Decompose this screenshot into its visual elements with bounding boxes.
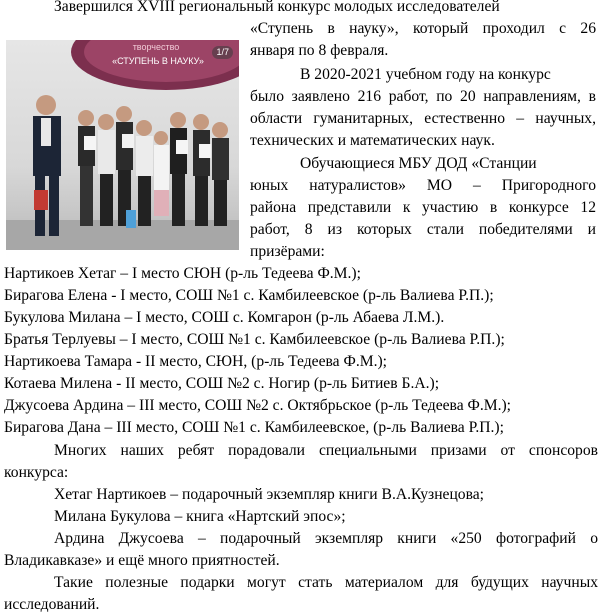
- winner-item: Нартикоев Хетаг – I место СЮН (р-ль Тедеева Ф.М.);: [4, 265, 361, 282]
- banner-text-top: творчество: [132, 42, 180, 52]
- closing-line-1: Такие полезные подарки могут стать материалом для будущих научных: [54, 574, 598, 591]
- stats-line-4: технических и математических наук.: [250, 132, 495, 149]
- sponsor-prize-3-line-1: Ардина Джусоева – подарочный экземпляр книги «250 фотографий о: [54, 530, 598, 547]
- sponsor-prize-2: Милана Букулова – книга «Нартский эпос»;: [54, 508, 346, 525]
- photo-counter: 1/7: [212, 46, 233, 59]
- sponsor-prize-3-line-2: Владикавказе» и ещё много приятностей.: [4, 552, 280, 569]
- intro-line-3: января по 8 февраля.: [250, 42, 389, 59]
- station-line-3: района представили к участию в конкурсе 12: [250, 199, 596, 216]
- intro-line-2: «Ступень в науку», который проходил с 26: [250, 20, 596, 37]
- station-line-4: работ, 8 из которых стали победителями и: [250, 221, 596, 238]
- winner-item: Джусоева Ардина – III место, СОШ №2 с. Октябрьское (р-ль Тедеева Ф.М.);: [4, 397, 512, 414]
- winner-item: Букулова Милана – I место, СОШ с. Комгарон (р-ль Абаева Л.М.).: [4, 309, 445, 326]
- intro-line-1: Завершился XVIII региональный конкурс молодых исследователей: [54, 0, 500, 15]
- winner-item: Братья Терлуевы – I место, СОШ №1 с. Камбилеевское (р-ль Валиева Р.П.);: [4, 331, 505, 348]
- station-line-1: Обучающиеся МБУ ДОД «Станции: [300, 155, 537, 172]
- sponsors-line-2: конкурса:: [4, 464, 69, 481]
- stats-line-1: В 2020-2021 учебном году на конкурс: [300, 66, 551, 83]
- winner-item: Бирагова Дана – III место, СОШ №1 с. Камбилеевское, (р-ль Валиева Р.П.);: [4, 419, 504, 436]
- photo-illustration: [6, 40, 239, 250]
- station-line-2: юных натуралистов» МО – Пригородного: [250, 177, 596, 194]
- banner-text-bottom: «СТУПЕНЬ В НАУКУ»: [112, 56, 204, 66]
- sponsor-prize-1: Хетаг Нартикоев – подарочный экземпляр книги В.А.Кузнецова;: [54, 486, 485, 503]
- sponsors-line-1: Многих наших ребят порадовали специальными призами от спонсоров: [54, 442, 598, 459]
- closing-line-2: исследований.: [4, 596, 100, 613]
- winner-item: Бирагова Елена - I место, СОШ №1 с. Камбилеевское (р-ль Валиева Р.П.);: [4, 287, 494, 304]
- award-ceremony-photo[interactable]: [6, 40, 239, 250]
- winner-item: Котаева Милена - II место, СОШ №2 с. Ногир (р-ль Битиев Б.А.);: [4, 375, 440, 392]
- winner-item: Нартикоева Тамара - II место, СЮН, (р-ль Тедеева Ф.М.);: [4, 353, 388, 370]
- stats-line-2: было заявлено 216 работ, по 20 направлениям, в: [250, 88, 596, 105]
- station-line-5: призёрами:: [250, 243, 325, 260]
- stats-line-3: области гуманитарных, естественно – научных,: [250, 110, 596, 127]
